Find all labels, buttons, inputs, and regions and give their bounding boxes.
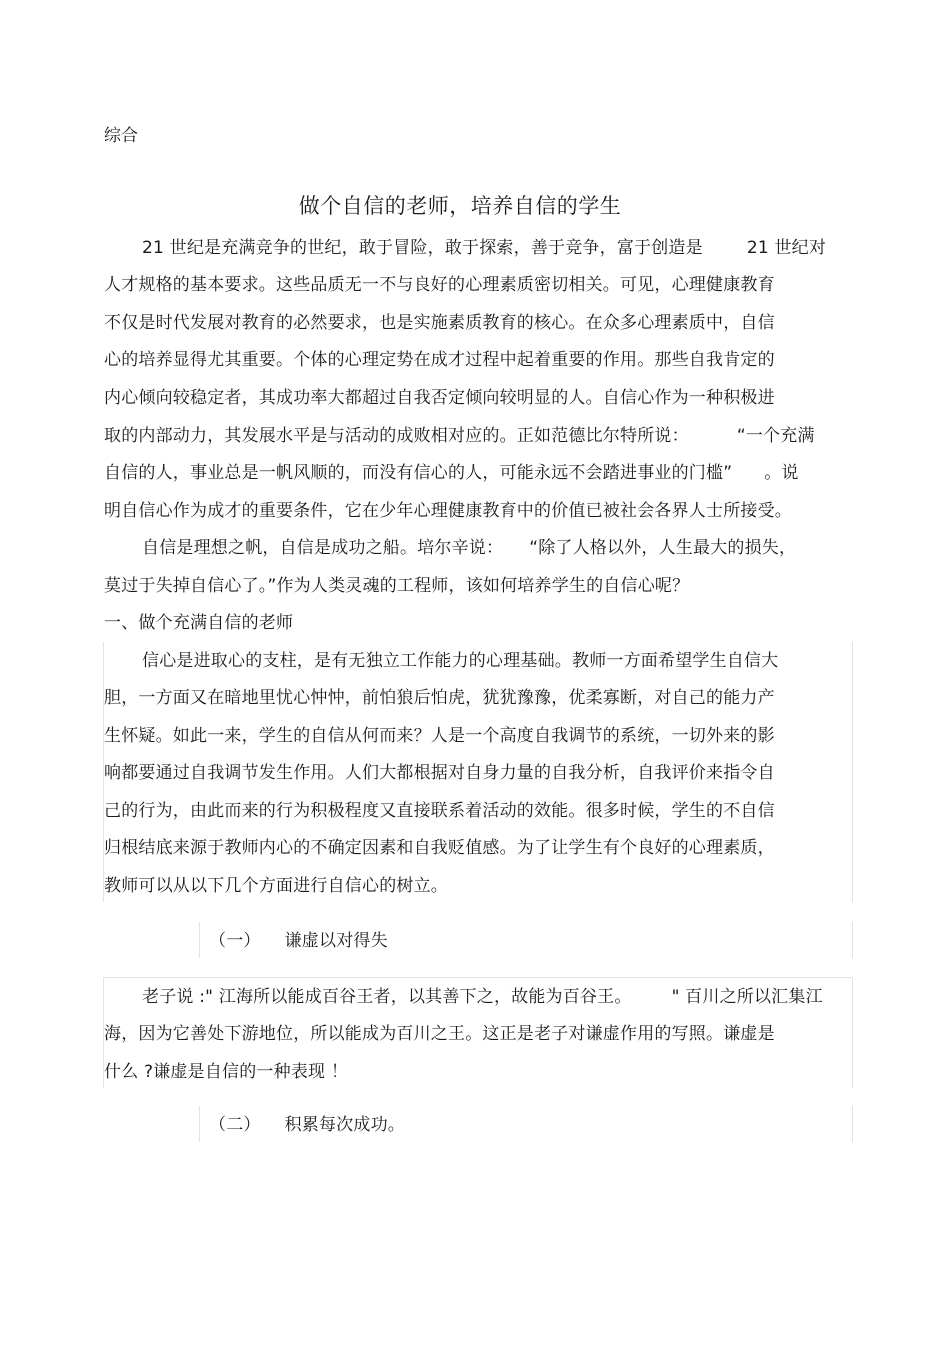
paragraph-1-line-5: 内心倾向较稳定者，其成功率大都超过自我否定倾向较明显的人。自信心作为一种积极进 bbox=[104, 388, 775, 408]
paragraph-1-line-2: 人才规格的基本要求。这些品质无一不与良好的心理素质密切相关。可见，心理健康教育 bbox=[104, 275, 775, 295]
paragraph-1-line-1: 21 世纪是充满竞争的世纪，敢于冒险，敢于探索，善于竞争，富于创造是 21 世纪对 bbox=[142, 238, 827, 258]
paragraph-3-line-3: 什么 ?谦虚是自信的一种表现 ！ bbox=[104, 1062, 349, 1082]
section-1-line-1: 信心是进取心的支柱，是有无独立工作能力的心理基础。教师一方面希望学生自信大 bbox=[142, 651, 779, 671]
paragraph-1-line-6: 取的内部动力，其发展水平是与活动的成败相对应的。正如范德比尔特所说： “一个充满 bbox=[104, 426, 815, 446]
paragraph-1-line-7: 自信的人，事业总是一帆风顺的，而没有信心的人，可能永远不会踏进事业的门槛” 。说 bbox=[104, 463, 799, 483]
section-1-line-4: 响都要通过自我调节发生作用。人们大都根据对自身力量的自我分析，自我评价来指令自 bbox=[104, 763, 775, 783]
paragraph-1-line-8: 明自信心作为成才的重要条件，它在少年心理健康教育中的价值已被社会各界人士所接受。 bbox=[104, 501, 792, 521]
section-1-line-5: 己的行为，由此而来的行为积极程度又直接联系着活动的效能。很多时候，学生的不自信 bbox=[104, 801, 775, 821]
subheading-1: （一） 谦虚以对得失 bbox=[209, 931, 388, 951]
section-1-line-2: 胆，一方面又在暗地里忧心忡忡，前怕狼后怕虎，犹犹豫豫，优柔寡断，对自己的能力产 bbox=[104, 688, 775, 708]
paragraph-3-line-2: 海，因为它善处下游地位，所以能成为百川之王。这正是老子对谦虚作用的写照。谦虚是 bbox=[104, 1024, 775, 1044]
subheading-2: （二） 积累每次成功。 bbox=[209, 1115, 406, 1135]
paragraph-3-line-1: 老子说 :" 江海所以能成百谷王者，以其善下之，故能为百谷王。 " 百川之所以汇集江 bbox=[142, 987, 823, 1007]
paragraph-2-line-1: 自信是理想之帆，自信是成功之船。培尔辛说： “除了人格以外，人生最大的损失， bbox=[142, 538, 797, 558]
section-1-heading: 一、做个充满自信的老师 bbox=[104, 613, 294, 633]
section-1-line-7: 教师可以从以下几个方面进行自信心的树立。 bbox=[104, 876, 448, 896]
category-label: 综合 bbox=[104, 126, 138, 146]
section-1-line-3: 生怀疑。如此一来，学生的自信从何而来？人是一个高度自我调节的系统，一切外来的影 bbox=[104, 726, 775, 746]
paragraph-1-line-3: 不仅是时代发展对教育的必然要求，也是实施素质教育的核心。在众多心理素质中，自信 bbox=[104, 313, 775, 333]
article-title: 做个自信的老师，培养自信的学生 bbox=[298, 194, 622, 218]
paragraph-1-line-4: 心的培养显得尤其重要。个体的心理定势在成才过程中起着重要的作用。那些自我肯定的 bbox=[104, 350, 775, 370]
section-1-line-6: 归根结底来源于教师内心的不确定因素和自我贬值感。为了让学生有个良好的心理素质， bbox=[104, 838, 775, 858]
paragraph-2-line-2: 莫过于失掉自信心了。”作为人类灵魂的工程师，该如何培养学生的自信心呢？ bbox=[104, 576, 690, 596]
